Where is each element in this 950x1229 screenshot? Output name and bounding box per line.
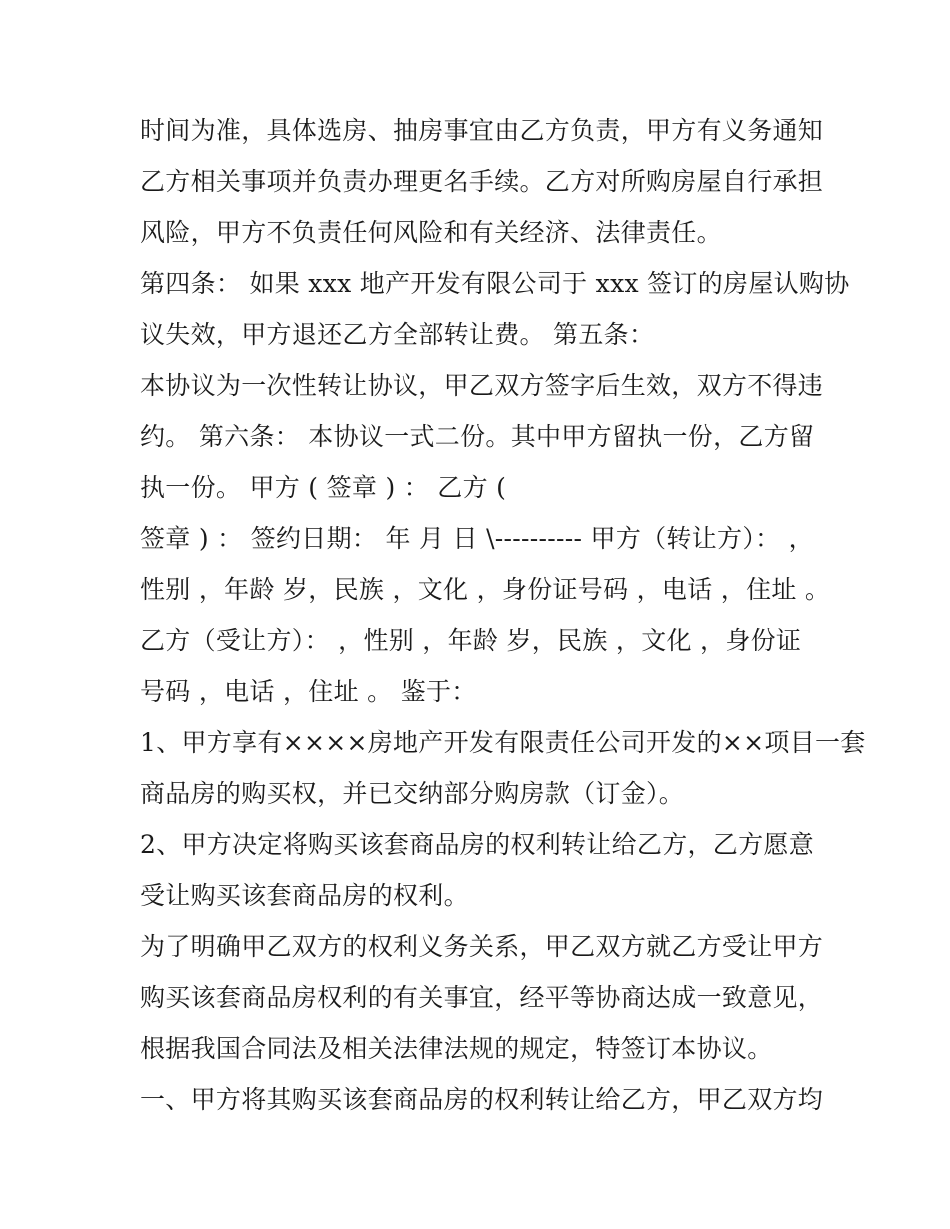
text-line: 签章 ) ： 签约日期： 年 月 日 \---------- 甲方（转让方）： ， [140, 524, 814, 553]
text-line: 乙方（受让方）： ，性别 ，年龄 岁，民族 ，文化 ，身份证 [140, 626, 802, 655]
text-line: 乙方相关事项并负责办理更名手续。乙方对所购房屋自行承担 [140, 167, 824, 196]
text-line: 性别 ，年龄 岁，民族 ，文化 ，身份证号码 ，电话 ，住址 。 [140, 575, 831, 604]
text-line: 为了明确甲乙双方的权利义务关系，甲乙双方就乙方受让甲方 [140, 932, 824, 961]
text-line: 议失效，甲方退还乙方全部转让费。 第五条： [140, 320, 655, 349]
text-line: 约。 第六条： 本协议一式二份。其中甲方留执一份，乙方留 [140, 422, 815, 451]
text-line: 受让购买该套商品房的权利。 [140, 881, 469, 910]
text-line: 购买该套商品房权利的有关事宜，经平等协商达成一致意见， [140, 983, 824, 1012]
text-line: 一、甲方将其购买该套商品房的权利转让给乙方，甲乙双方均 [140, 1085, 824, 1114]
text-line: 执一份。 甲方 ( 签章 ) ： 乙方 ( [140, 473, 507, 502]
text-line: 时间为准，具体选房、抽房事宜由乙方负责，甲方有义务通知 [140, 116, 824, 145]
text-line: 本协议为一次性转让协议，甲乙双方签字后生效，双方不得违 [140, 371, 824, 400]
document-body [140, 105, 866, 1125]
text-line: 1、甲方享有××××房地产开发有限责任公司开发的××项目一套 [140, 728, 866, 757]
text-line: 商品房的购买权，并已交纳部分购房款（订金）。 [140, 779, 685, 808]
text-line: 2、甲方决定将购买该套商品房的权利转让给乙方，乙方愿意 [140, 830, 815, 859]
text-line: 风险，甲方不负责任何风险和有关经济、法律责任。 [140, 218, 722, 247]
text-line: 第四条： 如果 xxx 地产开发有限公司于 xxx 签订的房屋认购协 [140, 269, 850, 298]
text-line: 号码 ，电话 ，住址 。 鉴于： [140, 677, 477, 706]
text-line: 根据我国合同法及相关法律法规的规定，特签订本协议。 [140, 1034, 773, 1063]
